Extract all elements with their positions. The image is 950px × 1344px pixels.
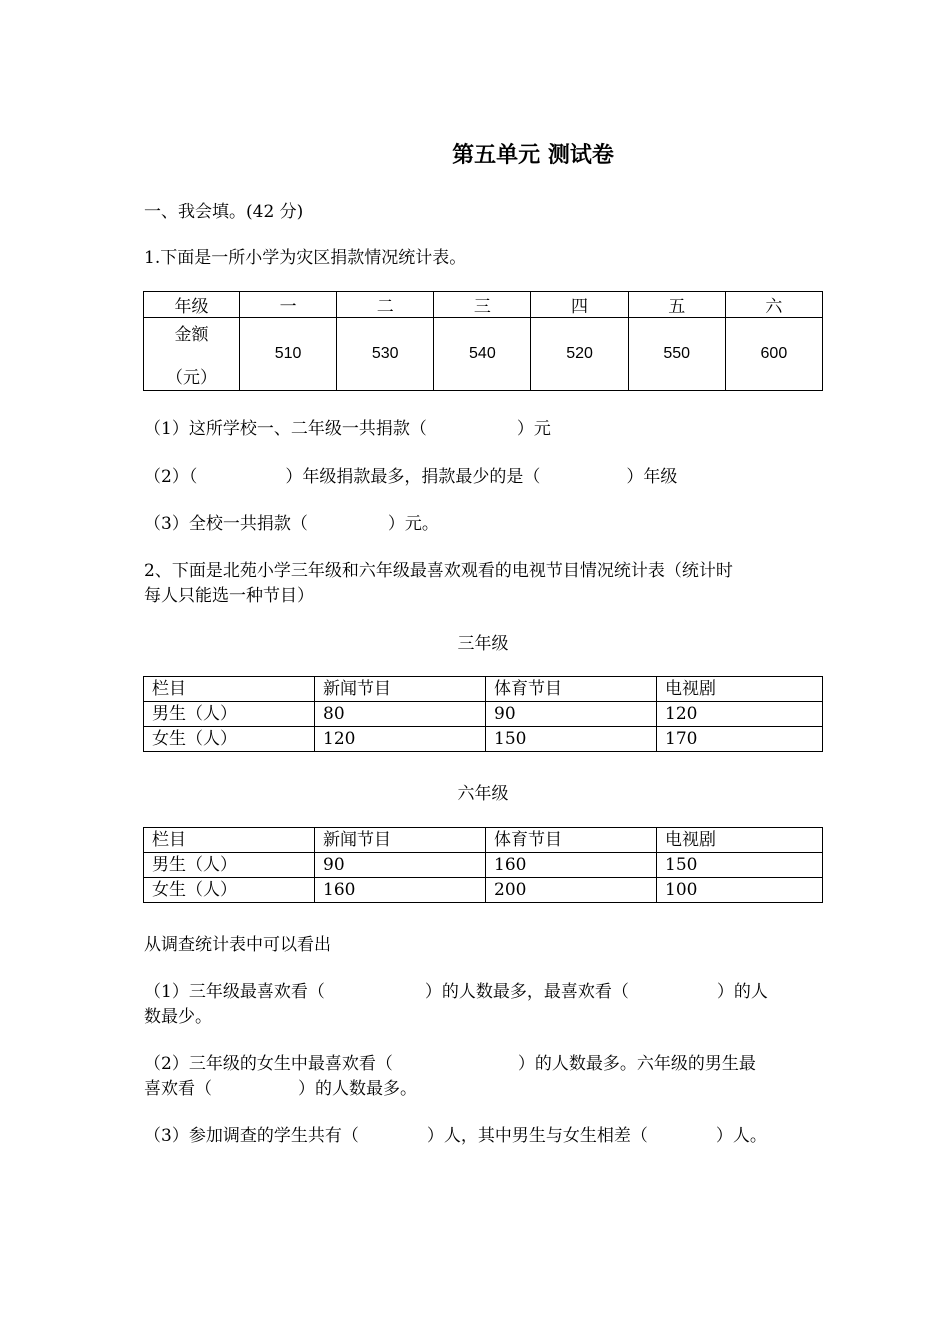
table-cell: 150 — [657, 853, 823, 878]
q2-intro — [144, 559, 814, 609]
text: ）人。 — [715, 1126, 767, 1146]
table-cell: 四 — [531, 292, 628, 318]
q1-intro: 1.下面是一所小学为灾区捐款情况统计表。 — [144, 248, 467, 268]
text: （1）这所学校一、二年级一共捐款（ — [144, 419, 427, 439]
text: 喜欢看（ — [144, 1079, 212, 1099]
table-cell — [144, 318, 240, 391]
text: 2、下面是北苑小学三年级和六年级最喜欢观看的电视节目情况统计表（统计时 — [144, 561, 733, 581]
text: ）人，其中男生与女生相差（ — [426, 1126, 648, 1146]
table-cell: 120 — [315, 727, 486, 752]
q1-sub2 — [144, 465, 814, 490]
q2-sub2 — [144, 1052, 814, 1102]
table-cell: 一 — [240, 292, 337, 318]
q1-sub1 — [144, 417, 814, 442]
table-cell: 男生（人） — [144, 853, 315, 878]
q1-sub3 — [144, 512, 814, 537]
grade3-caption: 三年级 — [457, 634, 509, 654]
text: （2）（ — [144, 467, 198, 487]
from-table-text: 从调查统计表中可以看出 — [144, 935, 331, 955]
table-cell: 200 — [486, 878, 657, 903]
table-cell: 体育节目 — [486, 828, 657, 853]
amount-label-top: 金额 — [174, 325, 209, 345]
table-cell: 90 — [486, 702, 657, 727]
text: ）的人 — [716, 982, 768, 1002]
table-cell: 550 — [628, 318, 725, 391]
table-cell: 530 — [337, 318, 434, 391]
table-cell: 新闻节目 — [315, 828, 486, 853]
table-row — [144, 702, 823, 727]
table-row — [144, 318, 823, 391]
table-row — [144, 727, 823, 752]
table-cell: 540 — [434, 318, 531, 391]
table-cell: 160 — [315, 878, 486, 903]
table-cell: 男生（人） — [144, 702, 315, 727]
table-cell: 五 — [628, 292, 725, 318]
text: ）年级捐款最多，捐款最少的是（ — [285, 467, 541, 487]
donation-table — [143, 291, 823, 391]
table-cell: 三 — [434, 292, 531, 318]
table-cell: 510 — [240, 318, 337, 391]
text: （3）参加调查的学生共有（ — [144, 1126, 359, 1146]
text: ）的人数最多。 — [298, 1079, 417, 1099]
amount-label-bottom: （元） — [166, 368, 217, 388]
table-row — [144, 828, 823, 853]
table-cell: 六 — [725, 292, 822, 318]
table-cell: 100 — [657, 878, 823, 903]
text: ）元 — [516, 419, 551, 439]
table-cell: 女生（人） — [144, 727, 315, 752]
grade3-table — [143, 676, 823, 752]
table-cell: 女生（人） — [144, 878, 315, 903]
text: 数最少。 — [144, 1007, 212, 1027]
table-cell: 520 — [531, 318, 628, 391]
table-cell: 电视剧 — [657, 677, 823, 702]
table-cell: 年级 — [144, 292, 240, 318]
table-cell: 120 — [657, 702, 823, 727]
text: ）年级 — [626, 467, 678, 487]
table-row — [144, 878, 823, 903]
table-cell: 体育节目 — [486, 677, 657, 702]
text: （1）三年级最喜欢看（ — [144, 982, 325, 1002]
q2-sub1 — [144, 980, 814, 1030]
grade6-table — [143, 827, 823, 903]
table-cell: 栏目 — [144, 828, 315, 853]
table-row — [144, 677, 823, 702]
table-cell: 150 — [486, 727, 657, 752]
table-cell: 电视剧 — [657, 828, 823, 853]
text: （2）三年级的女生中最喜欢看（ — [144, 1054, 393, 1074]
table-cell: 栏目 — [144, 677, 315, 702]
table-cell: 80 — [315, 702, 486, 727]
text: 每人只能选一种节目） — [144, 586, 314, 606]
table-row — [144, 853, 823, 878]
table-cell: 新闻节目 — [315, 677, 486, 702]
text: （3）全校一共捐款（ — [144, 514, 308, 534]
table-cell: 170 — [657, 727, 823, 752]
text: ）元。 — [387, 514, 439, 534]
table-cell: 90 — [315, 853, 486, 878]
table-cell: 160 — [486, 853, 657, 878]
text: ）的人数最多。六年级的男生最 — [517, 1054, 756, 1074]
grade6-caption: 六年级 — [457, 784, 509, 804]
q2-sub3 — [144, 1124, 814, 1149]
table-row — [144, 292, 823, 318]
text: ）的人数最多，最喜欢看（ — [424, 982, 629, 1002]
table-cell: 二 — [337, 292, 434, 318]
page-title: 第五单元 测试卷 — [452, 142, 614, 168]
table-cell: 600 — [725, 318, 822, 391]
section-heading: 一、我会填。(42 分) — [144, 202, 304, 222]
